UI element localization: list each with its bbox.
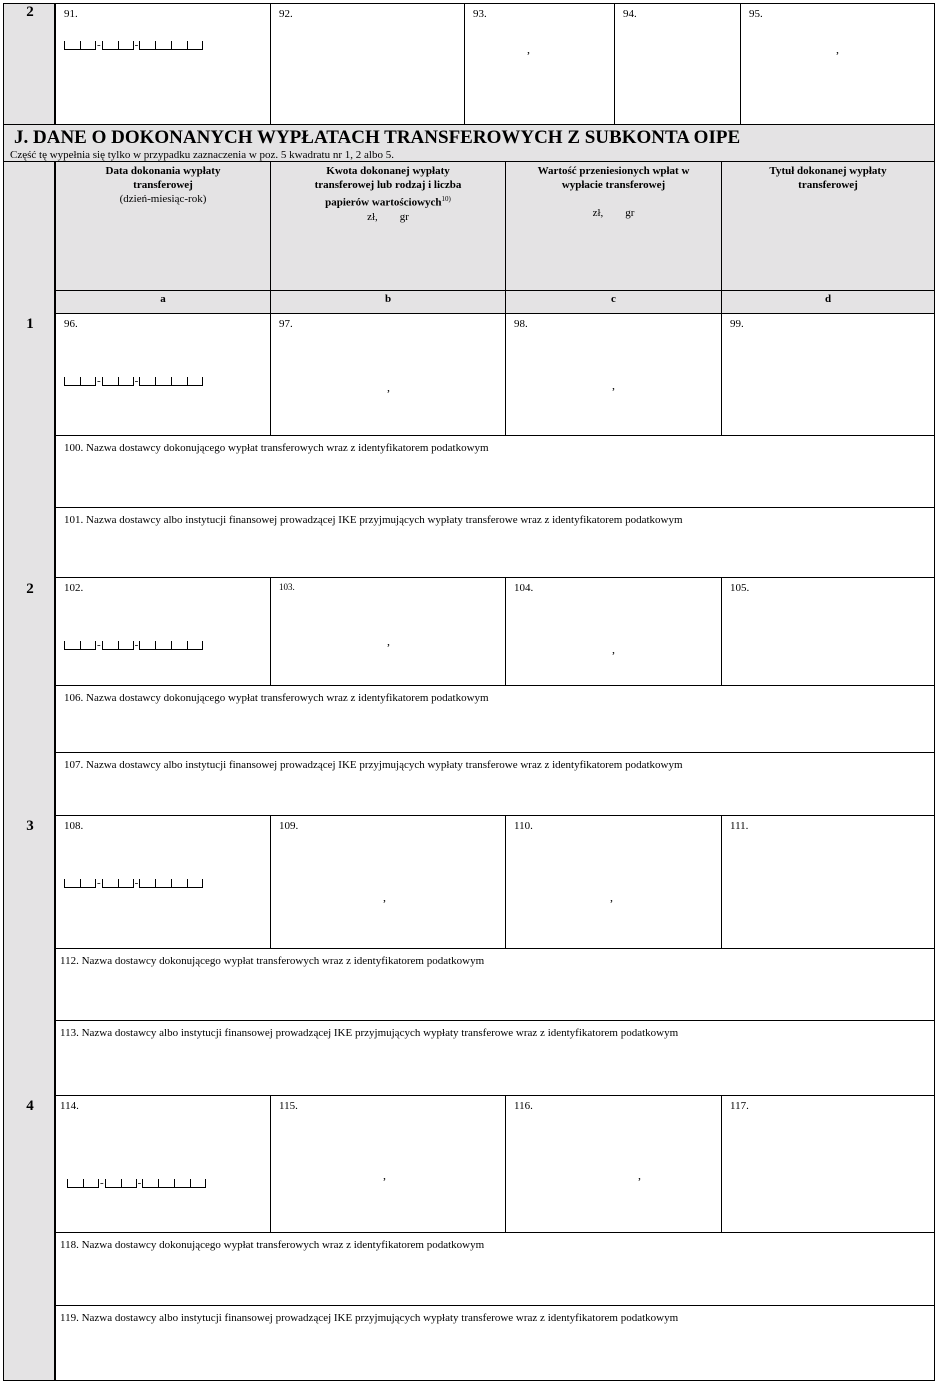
column-header-c: Wartość przeniesionych wpłat w wypłacie transferowej zł, gr bbox=[505, 161, 722, 291]
field-117[interactable]: 117. bbox=[721, 1095, 935, 1233]
field-103[interactable]: 103. , bbox=[270, 577, 506, 686]
date-input-boxes[interactable]: - - bbox=[64, 372, 203, 386]
date-input-boxes[interactable]: - - bbox=[64, 874, 203, 888]
column-header-a: Data dokonania wypłaty transferowej (dzień-miesiąc-rok) bbox=[55, 161, 271, 291]
section-note: Część tę wypełnia się tylko w przypadku zaznaczenia w poz. 5 kwadratu nr 1, 2 albo 5. bbox=[10, 149, 394, 161]
row-number: 2 bbox=[26, 4, 34, 20]
date-input-boxes[interactable]: - - bbox=[67, 1174, 206, 1188]
field-96[interactable]: 96. - - bbox=[55, 313, 271, 436]
column-header-b: Kwota dokonanej wypłaty transferowej lub rodzaj i liczba papierów wartościowych$^{10)}$ zł, gr bbox=[270, 161, 506, 291]
field-93[interactable]: 93. , bbox=[464, 3, 615, 125]
field-95[interactable]: 95. , bbox=[740, 3, 935, 125]
field-99[interactable]: 99. bbox=[721, 313, 935, 436]
field-100[interactable]: 100. Nazwa dostawcy dokonującego wypłat transferowych wraz z identyfikatorem podatkowym bbox=[55, 435, 935, 508]
row-number-column bbox=[3, 3, 55, 1381]
column-letter-b: b bbox=[270, 290, 506, 314]
row-number: 1 bbox=[26, 316, 34, 332]
field-107[interactable]: 107. Nazwa dostawcy albo instytucji finansowej prowadzącej IKE przyjmujących wypłaty transferowe wraz z identyfikatorem podatkowym bbox=[55, 752, 935, 816]
field-112[interactable]: 112. Nazwa dostawcy dokonującego wypłat transferowych wraz z identyfikatorem podatkowym bbox=[55, 948, 935, 1021]
field-92[interactable]: 92. bbox=[270, 3, 465, 125]
column-letter-d: d bbox=[721, 290, 935, 314]
row-number: 2 bbox=[26, 581, 34, 597]
field-114[interactable]: 114. - - bbox=[55, 1095, 271, 1233]
field-119[interactable]: 119. Nazwa dostawcy albo instytucji finansowej prowadzącej IKE przyjmujących wypłaty transferowe wraz z identyfikatorem podatkowym bbox=[55, 1305, 935, 1381]
field-113[interactable]: 113. Nazwa dostawcy albo instytucji finansowej prowadzącej IKE przyjmujących wypłaty transferowe wraz z identyfikatorem podatkowym bbox=[55, 1020, 935, 1096]
section-title: J. DANE O DOKONANYCH WYPŁATACH TRANSFEROWYCH Z SUBKONTA OIPE bbox=[14, 127, 741, 148]
field-94[interactable]: 94. bbox=[614, 3, 741, 125]
row-number: 3 bbox=[26, 818, 34, 834]
field-111[interactable]: 111. bbox=[721, 815, 935, 949]
field-106[interactable]: 106. Nazwa dostawcy dokonującego wypłat transferowych wraz z identyfikatorem podatkowym bbox=[55, 685, 935, 753]
field-116[interactable]: 116. , bbox=[505, 1095, 722, 1233]
field-118[interactable]: 118. Nazwa dostawcy dokonującego wypłat transferowych wraz z identyfikatorem podatkowym bbox=[55, 1232, 935, 1306]
column-header-d: Tytuł dokonanej wypłaty transferowej bbox=[721, 161, 935, 291]
field-104[interactable]: 104. , bbox=[505, 577, 722, 686]
field-98[interactable]: 98. , bbox=[505, 313, 722, 436]
field-91[interactable]: 91. - - bbox=[55, 3, 271, 125]
field-115[interactable]: 115. , bbox=[270, 1095, 506, 1233]
field-102[interactable]: 102. - - bbox=[55, 577, 271, 686]
field-109[interactable]: 109. , bbox=[270, 815, 506, 949]
column-letter-c: c bbox=[505, 290, 722, 314]
field-101[interactable]: 101. Nazwa dostawcy albo instytucji finansowej prowadzącej IKE przyjmujących wypłaty transferowe wraz z identyfikatorem podatkowym bbox=[55, 507, 935, 578]
date-input-boxes[interactable]: - - bbox=[64, 636, 203, 650]
column-letter-a: a bbox=[55, 290, 271, 314]
row-number: 4 bbox=[26, 1098, 34, 1114]
field-110[interactable]: 110. , bbox=[505, 815, 722, 949]
field-97[interactable]: 97. , bbox=[270, 313, 506, 436]
date-input-boxes[interactable]: - - bbox=[64, 36, 203, 50]
field-105[interactable]: 105. bbox=[721, 577, 935, 686]
section-header bbox=[3, 124, 935, 162]
field-108[interactable]: 108. - - bbox=[55, 815, 271, 949]
